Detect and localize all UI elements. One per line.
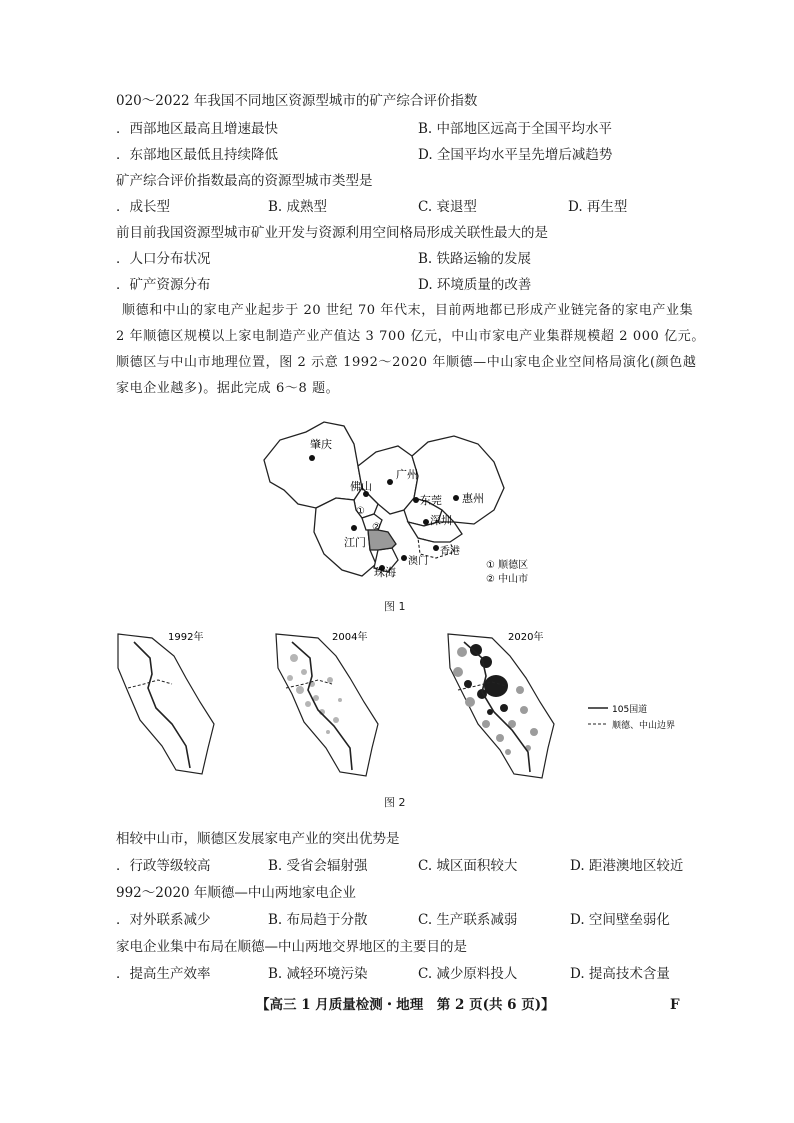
q8-option-c: C. 减少原料投人	[418, 966, 518, 982]
label-shenzhen: 深圳	[430, 514, 452, 527]
q7-stem: 992～2020 年顺德—中山两地家电企业	[116, 885, 356, 901]
figure-2-legend	[588, 703, 675, 731]
zhongshan-city	[368, 530, 396, 550]
q5-stem: 前目前我国资源型城市矿业开发与资源利用空间格局形成关联性最大的是	[116, 225, 548, 241]
q4-option-c: C. 衰退型	[418, 199, 477, 215]
q7-option-c: C. 生产联系减弱	[418, 912, 518, 928]
figure-2-caption: 图 2	[384, 796, 406, 809]
passage-line-3: 顺德区与中山市地理位置，图 2 示意 1992～2020 年顺德—中山家电企业空间格局演化(颜色越	[116, 355, 697, 370]
panel-2020-year: 2020年	[508, 632, 544, 643]
marker-1: ①	[356, 506, 365, 517]
marker-2: ②	[372, 522, 381, 533]
label-huizhou: 惠州	[462, 492, 484, 505]
q7-option-a: ．对外联系减少	[116, 912, 211, 928]
legend-road: 105国道	[612, 705, 648, 715]
label-macau: 澳门	[408, 556, 428, 567]
figure-1-map	[258, 418, 538, 586]
legend-boundary: 顺德、中山边界	[612, 721, 676, 731]
passage-line-1: 顺德和中山的家电产业起步于 20 世纪 70 年代末，目前两地都已形成产业链完备的家电产业集	[122, 303, 694, 318]
q8-stem: 家电企业集中布局在顺德—中山两地交界地区的主要目的是	[116, 939, 467, 955]
q8-option-b: B. 减轻环境污染	[268, 966, 368, 982]
q6-stem: 相较中山市，顺德区发展家电产业的突出优势是	[116, 831, 400, 847]
q4-option-d: D. 再生型	[568, 199, 628, 215]
q5-option-a: ．人口分布状况	[116, 251, 211, 267]
figure-2-panels	[112, 628, 682, 786]
q6-option-a: ．行政等级较高	[116, 858, 211, 874]
q5-option-c: ．矿产资源分布	[116, 277, 211, 293]
panel-2004-year: 2004年	[332, 632, 368, 643]
q5-option-b: B. 铁路运输的发展	[418, 251, 532, 267]
label-guangzhou: 广州	[396, 468, 418, 481]
q3-option-c: ．东部地区最低且持续降低	[116, 147, 278, 163]
q4-option-b: B. 成熟型	[268, 199, 328, 215]
q6-option-b: B. 受省会辐射强	[268, 858, 368, 874]
region-zhaoqing	[264, 422, 362, 508]
panel-2020	[448, 630, 554, 778]
legend-shunde: ① 顺德区	[486, 560, 529, 571]
page-footer: 【高三 1 月质量检测・地理 第 2 页(共 6 页)】	[256, 997, 555, 1013]
footer-code: F	[670, 997, 680, 1013]
label-zhuhai: 珠海	[374, 566, 396, 579]
q3-stem: 020～2022 年我国不同地区资源型城市的矿产综合评价指数	[116, 93, 478, 109]
q4-stem: 矿产综合评价指数最高的资源型城市类型是	[116, 173, 373, 189]
label-jiangmen: 江门	[344, 536, 366, 549]
label-hongkong: 香港	[440, 546, 460, 557]
legend-zhongshan: ② 中山市	[486, 574, 529, 585]
q6-option-d: D. 距港澳地区较近	[570, 858, 684, 874]
q3-option-b: B. 中部地区远高于全国平均水平	[418, 121, 613, 137]
passage-line-4: 家电企业越多)。据此完成 6～8 题。	[116, 381, 340, 396]
label-foshan: 佛山	[350, 480, 372, 493]
figure-1-caption: 图 1	[384, 600, 406, 613]
q8-option-a: ．提高生产效率	[116, 966, 211, 982]
label-dongguan: 东莞	[420, 494, 442, 507]
q8-option-d: D. 提高技术含量	[570, 966, 670, 982]
label-zhaoqing: 肇庆	[310, 438, 332, 451]
q3-option-d: D. 全国平均水平呈先增后减趋势	[418, 147, 613, 163]
q7-option-d: D. 空间壁垒弱化	[570, 912, 670, 928]
passage-line-2: 2 年顺德区规模以上家电制造产业产值达 3 700 亿元，中山市家电产业集群规模超 2 000 亿元。	[116, 329, 705, 344]
q5-option-d: D. 环境质量的改善	[418, 277, 532, 293]
panel-1992-year: 1992年	[168, 632, 204, 643]
q7-option-b: B. 布局趋于分散	[268, 912, 368, 928]
q6-option-c: C. 城区面积较大	[418, 858, 518, 874]
q4-option-a: ．成长型	[116, 199, 170, 215]
panel-1992	[118, 630, 214, 774]
panel-2004	[276, 630, 378, 776]
q3-option-a: ．西部地区最高且增速最快	[116, 121, 278, 137]
